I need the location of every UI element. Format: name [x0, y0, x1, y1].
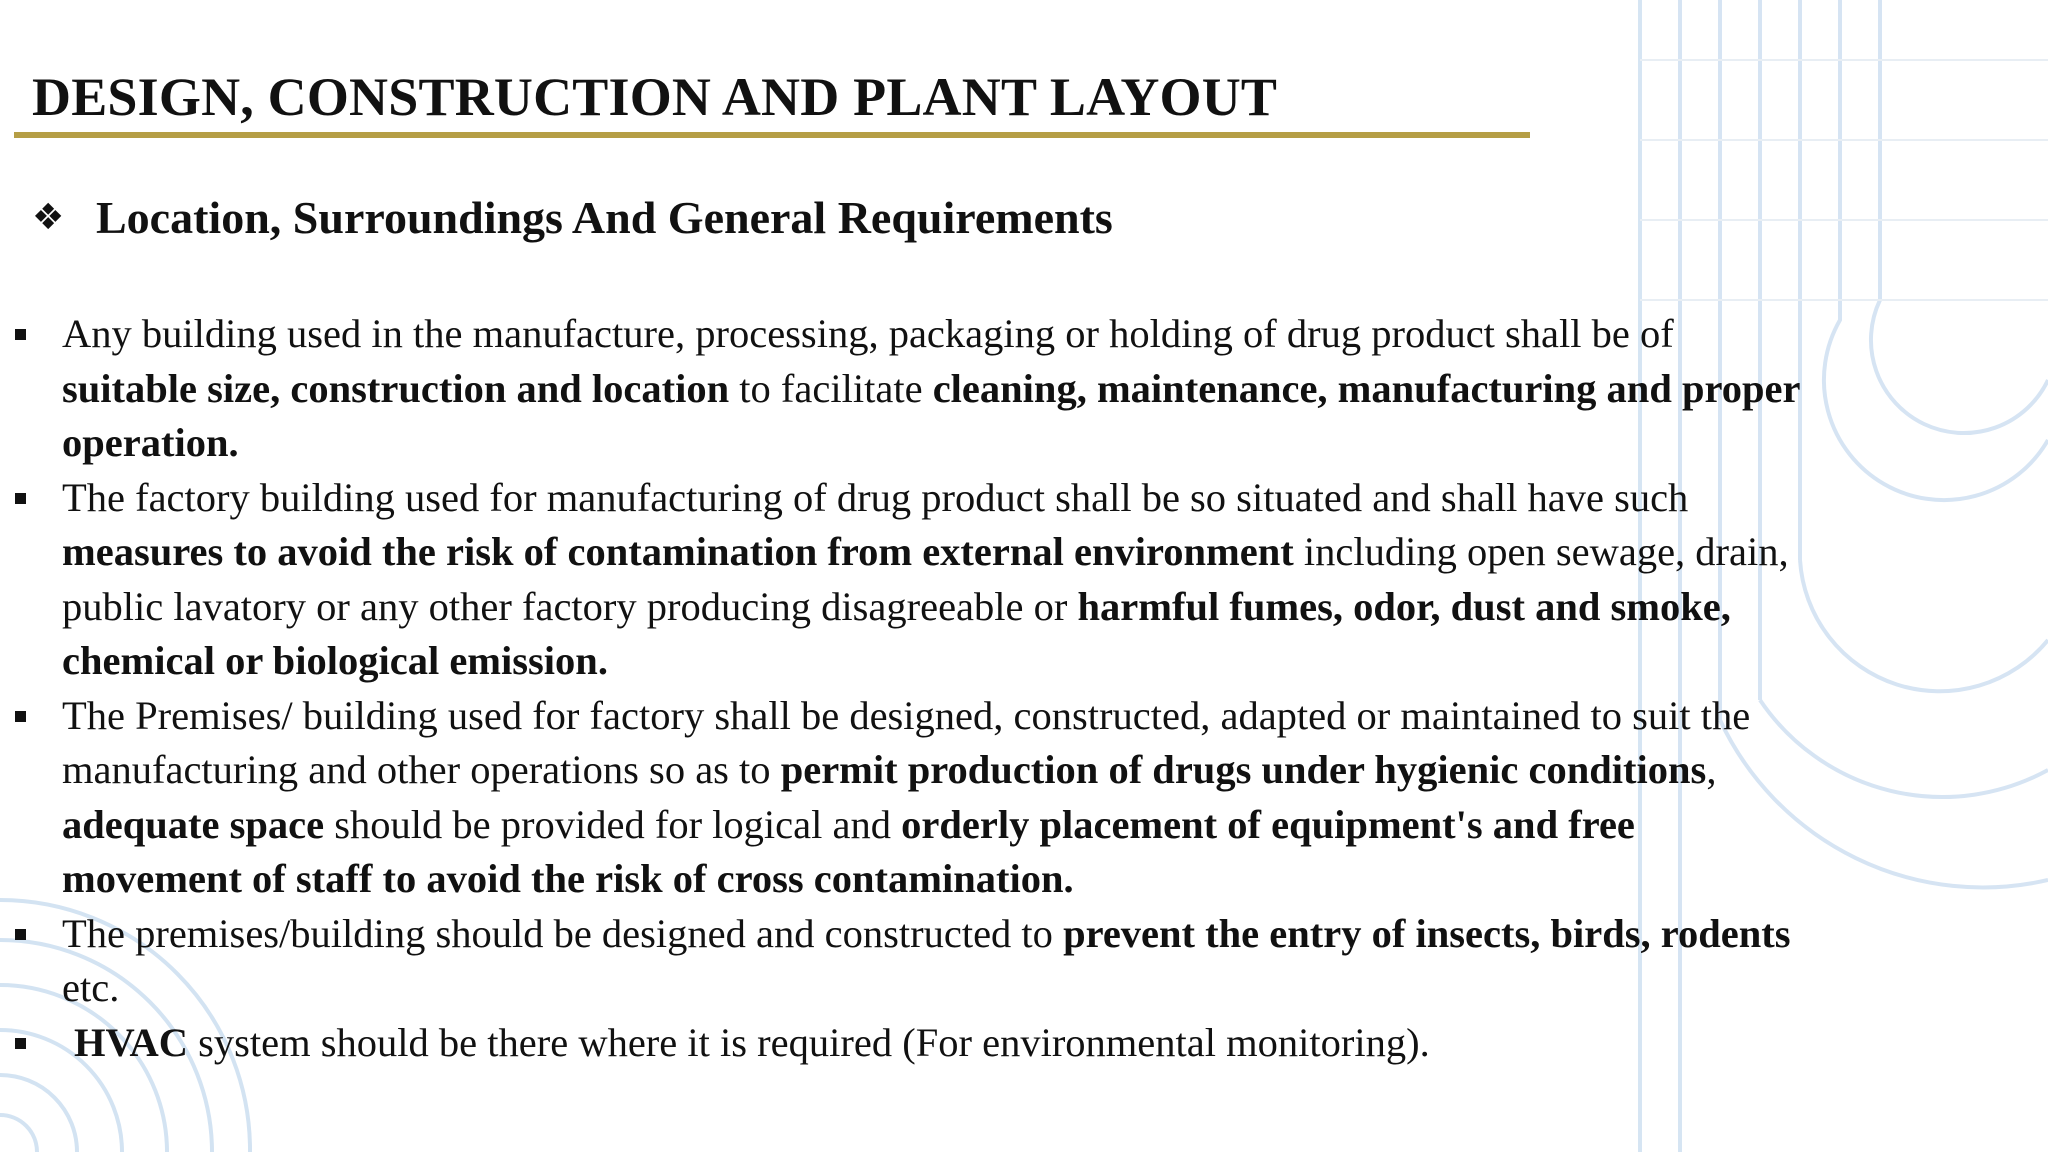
slide-title: DESIGN, CONSTRUCTION AND PLANT LAYOUT [32, 67, 1278, 127]
bullet-item [0, 1016, 2048, 1071]
bold-text-segment: adequate space [62, 801, 325, 847]
bullet-item [0, 907, 2048, 1016]
square-bullet-icon [15, 1038, 26, 1049]
bold-text-segment: suitable size, construction and location [62, 365, 730, 411]
square-bullet-icon [15, 329, 26, 340]
text-segment: including open sewage, drain, [1293, 529, 1789, 574]
text-segment: manufacturing and other operations so as to [62, 747, 781, 792]
subheading-text: Location, Surroundings And General Requirements [96, 192, 1113, 243]
text-segment: The premises/building should be designed and constructed to [62, 910, 1064, 956]
requirements-bullet-list [0, 307, 2048, 1070]
text-segment: to facilitate [729, 365, 933, 411]
bold-text-segment: measures to avoid the risk of contamination from external environment [62, 529, 1294, 574]
diamond-bullet-icon: ❖ [32, 197, 65, 238]
text-segment: The factory building used for manufacturing of drug product shall be so situated and shall have such [62, 474, 1689, 520]
bold-text-segment: permit production of drugs under hygienic conditions [780, 747, 1707, 792]
bold-text-segment: operation. [62, 420, 239, 465]
text-segment: should be provided for logical and [324, 801, 902, 847]
text-segment: , [1706, 747, 1717, 792]
text-segment: Any building used in the manufacture, processing, packaging or holding of drug product shall be of [62, 311, 1674, 356]
square-bullet-icon [15, 929, 26, 940]
bold-text-segment: HVAC [74, 1019, 189, 1065]
bullet-item [0, 689, 2048, 907]
bold-text-segment: orderly placement of equipment's and free [901, 801, 1635, 847]
section-subheading [32, 186, 1113, 250]
text-segment: etc. [62, 965, 120, 1010]
bold-text-segment: movement of staff to avoid the risk of cross contamination. [62, 856, 1074, 901]
bold-text-segment: harmful fumes, odor, dust and smoke, [1077, 583, 1731, 629]
bullet-item [0, 471, 2048, 689]
bold-text-segment: prevent the entry of insects, birds, rodents [1063, 910, 1791, 956]
bold-text-segment: cleaning, maintenance, manufacturing and proper [932, 365, 1801, 411]
square-bullet-icon [15, 493, 26, 504]
text-segment: system should be there where it is required (For environmental monitoring). [188, 1019, 1430, 1065]
bold-text-segment: chemical or biological emission. [62, 638, 608, 683]
bullet-item [0, 307, 2048, 471]
title-underline [14, 132, 1530, 138]
text-segment: public lavatory or any other factory producing disagreeable or [62, 583, 1078, 629]
square-bullet-icon [15, 711, 26, 722]
text-segment: The Premises/ building used for factory shall be designed, constructed, adapted or maintained to suit the [62, 692, 1751, 738]
